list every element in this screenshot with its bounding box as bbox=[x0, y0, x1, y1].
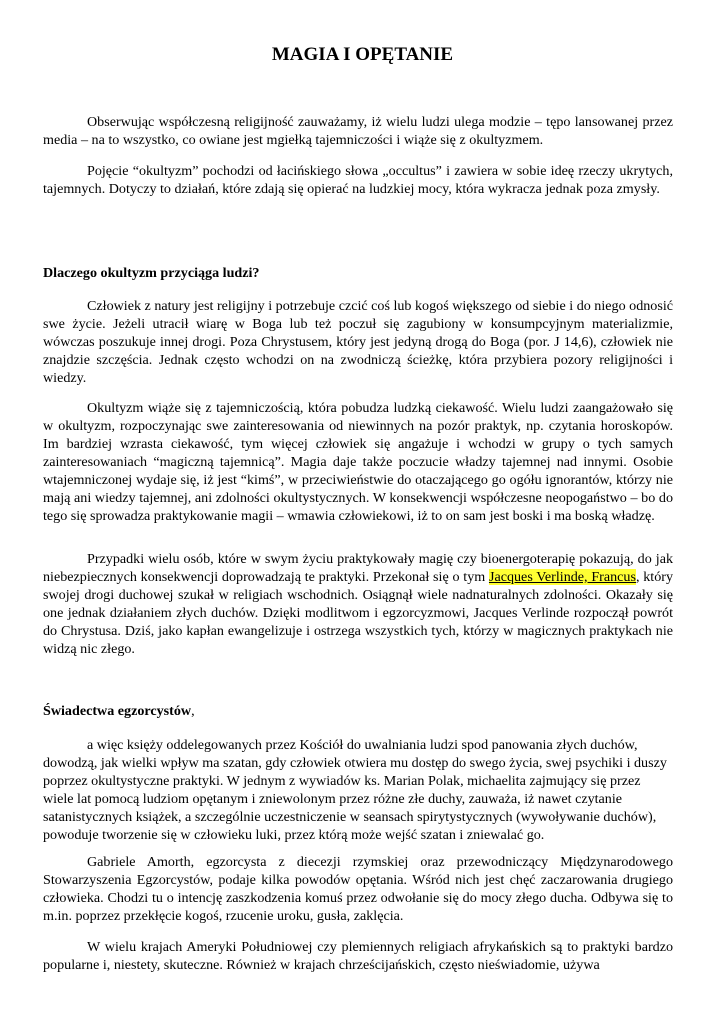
section-heading-1: Dlaczego okultyzm przyciąga ludzi? bbox=[43, 265, 260, 281]
paragraph-7: Gabriele Amorth, egzorcysta z diecezji rzymskiej oraz przewodniczący Międzynarodowego Stowarzyszenia Egzorcystów, podaje kilka powodów opętania. Wśród nich jest chęć zaczarowania drugiego człowieka. Chodzi tu o intencję zaszkodzenia komuś przez odwołanie się do mocy złego ducha. Odbywa się to m.in. poprzez przekłęcie kogoś, rzucenie uroku, gusła, zaklęcia. bbox=[43, 854, 673, 924]
paragraph-2: Pojęcie “okultyzm” pochodzi od łacińskiego słowa „occultus” i zawiera w sobie ideę rzeczy ukrytych, tajemnych. Dotyczy to działań, które zdają się opierać na ludzkiej mocy, która wykracza jednak poza zmysły. bbox=[43, 163, 673, 197]
paragraph-8-block bbox=[43, 938, 673, 974]
paragraph-4: Okultyzm wiąże się z tajemniczością, która pobudza ludzką ciekawość. Wielu ludzi zaangażowało się w okultyzm, rozpoczynając swe zainteresowania od niewinnych na pozór praktyk, np. czytania horoskopów. Im bardziej wzrasta ciekawość, tym więcej człowiek się angażuje i wchodzi w grupy o tych samych zainteresowaniach “magiczną tajemnicą”. Magia daje także poczucie władzy tajemnej nad innymi. Osobie wtajemniczonej wydaje się, iż jest “kimś”, w przeciwieństwie do otaczającego go ogółu ignorantów, którzy nie mają ani wiedzy tajemnej, ani zdolności okultystycznych. W konsekwencji współczesne neopogaństwo – bo do tego się sprowadza praktykowanie magii – wmawia człowiekowi, iż to on sam jest boski i ma boską władzę. bbox=[43, 400, 673, 524]
paragraph-3-block bbox=[43, 297, 673, 387]
paragraph-5-text-after: , który swojej drogi duchowej szukał w religiach wschodnich. Osiągnął wiele nadnaturalnych zdolności. Okazały się one jednak działaniem złych duchów. Dzięki modlitwom i egzorcyzmowi, Jacques Verlinde rozpoczął powrót do Chrystusa. Dziś, jako kapłan ewangelizuje i ostrzega wszystkich tych, którzy w magicznych praktykach nie widzą nic złego. bbox=[43, 569, 674, 657]
page-title: MAGIA I OPĘTANIE bbox=[271, 44, 454, 65]
section-heading-2-comma: , bbox=[191, 703, 195, 719]
paragraph-2-block bbox=[43, 162, 673, 198]
paragraph-3: Człowiek z natury jest religijny i potrzebuje czcić coś lub kogoś większego od siebie i do niego odnosić swe życie. Jeżeli utracił wiarę w Boga lub też poczuł się zagubiony w konsumpcyjnym materializmie, wówczas poszukuje innej drogi. Poza Chrystusem, który jest jedyną drogą do Boga (por. J 14,6), człowiek nie znajdzie szczęścia. Jednak często wchodzi on na zwodniczą ścieżkę, która przybiera pozory religijności i wiedzy. bbox=[43, 298, 673, 386]
paragraph-6-block bbox=[43, 736, 673, 844]
paragraph-1: Obserwując współczesną religijność zauważamy, iż wielu ludzi ulega modzie – tępo lansowanej przez media – na to wszystko, co owiane jest mgiełką tajemniczości i wiąże się z okultyzmem. bbox=[43, 114, 673, 148]
paragraph-8: W wielu krajach Ameryki Południowej czy plemiennych religiach afrykańskich są to praktyki bardzo popularne i, niestety, skuteczne. Również w krajach chrześcijańskich, często nieświadomie, używa bbox=[43, 939, 673, 973]
paragraph-5-block bbox=[43, 550, 673, 658]
section-heading-2-text: Świadectwa egzorcystów bbox=[43, 703, 192, 719]
paragraph-5 bbox=[43, 550, 673, 658]
paragraph-5-text-before: Przypadki wielu osób, które w swym życiu praktykowały magię czy bioenergoterapię pokazują, do jak niebezpiecznych konsekwencji doprowadzają te praktyki. Przekonał się o tym bbox=[43, 551, 673, 585]
section-heading-2-block bbox=[43, 702, 673, 720]
section-heading-2 bbox=[43, 702, 673, 720]
section-heading-1-block bbox=[43, 264, 673, 282]
paragraph-6: a więc księży oddelegowanych przez Kościół do uwalniania ludzi spod panowania złych duchów, dowodzą, jak wielki wpływ ma szatan, gdy człowiek otwiera mu dostęp do swego życia, swej psychiki i duszy poprzez okultystyczne praktyki. W jednym z wywiadów ks. Marian Polak, michaelita zajmujący się przez wiele lat pomocą ludziom opętanym i zniewolonym przez różne złe duchy, zauważa, iż nawet czytanie satanistycznych książek, a szczególnie uczestniczenie w seansach spirytystycznych (wywoływanie duchów), powoduje tworzenie się w człowieku luki, przez którą może wejść szatan i zniewalać go. bbox=[43, 737, 667, 843]
paragraph-4-block bbox=[43, 399, 673, 525]
paragraph-7-block bbox=[43, 853, 673, 925]
paragraph-1-block bbox=[43, 113, 673, 149]
highlighted-name: Jacques Verlinde, Francus bbox=[488, 569, 636, 585]
